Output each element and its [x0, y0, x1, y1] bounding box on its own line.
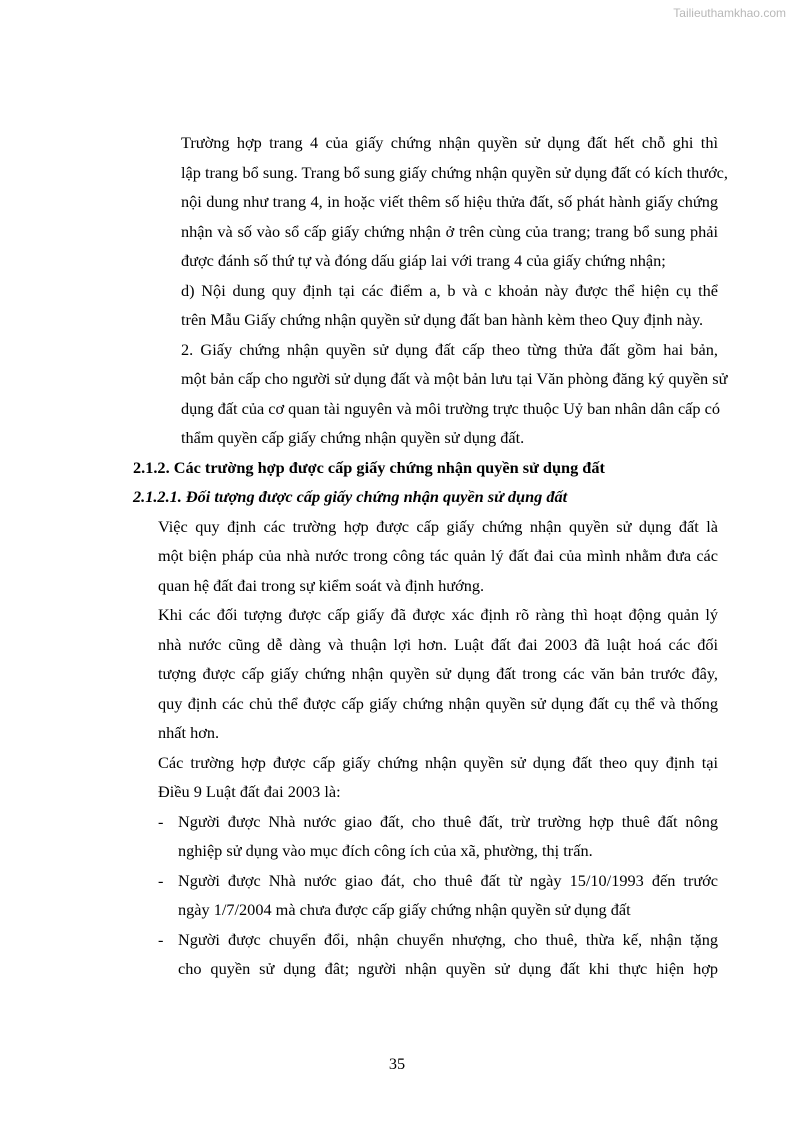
text-line: cho quyền sử dụng đât; người nhận quyền sử dụng đất khi thực hiện hợp — [178, 959, 718, 978]
bullet-dash: - — [158, 870, 164, 890]
text-line: ngày 1/7/2004 mà chưa được cấp giấy chứng nhận quyền sử dụng đất — [178, 900, 631, 919]
text-line: Người được Nhà nước giao đất, cho thuê đất, trừ trường hợp thuê đất nông — [178, 811, 718, 831]
text-line: Khi các đối tượng được cấp giấy đã được xác định rõ ràng thì hoạt động quản lý — [158, 605, 718, 624]
text-line: d) Nội dung quy định tại các điểm a, b và c khoản này được thể hiện cụ thể — [181, 280, 718, 300]
list-item — [133, 925, 718, 984]
text-line: nhà nước cũng dễ dàng và thuận lợi hơn. Luật đất đai 2003 đã luật hoá các đối — [158, 634, 718, 654]
section-heading-2-1-2: 2.1.2. Các trường hợp được cấp giấy chứng nhận quyền sử dụng đất — [133, 457, 605, 477]
text-line: Điều 9 Luật đất đai 2003 là: — [158, 782, 341, 801]
text-line: nghiệp sử dụng vào mục đích công ích của xã, phường, thị trấn. — [178, 841, 593, 860]
text-line: Trường hợp trang 4 của giấy chứng nhận quyền sử dụng đất hết chỗ ghi thì — [181, 133, 718, 152]
paragraph-land-law-2003 — [133, 600, 718, 748]
text-line: tượng được cấp giấy chứng nhận quyền sử dụng đất trong các văn bản trước đây, — [158, 664, 718, 683]
text-line: Người được Nhà nước giao đát, cho thuê đất từ ngày 15/10/1993 đến trước — [178, 870, 718, 890]
paragraph-two-copies — [133, 335, 728, 453]
text-line: trên Mẫu Giấy chứng nhận quyền sử dụng đất ban hành kèm theo Quy định này. — [181, 310, 704, 329]
text-line: dụng đất của cơ quan tài nguyên và môi trường trực thuộc Uỷ ban nhân dân cấp có — [181, 398, 720, 418]
text-line: nhận và số vào sổ cấp giấy chứng nhận ở trên cùng của trang; trang bổ sung phải — [181, 221, 718, 241]
list-item — [133, 866, 718, 925]
text-line: quan hệ đất đai trong sự kiểm soát và định hướng. — [158, 575, 485, 595]
text-line: Việc quy định các trường hợp được cấp giấy chứng nhận quyền sử dụng đất là — [158, 516, 718, 536]
page-number: 35 — [388, 1054, 406, 1073]
text-line: được đánh số thứ tự và đóng dấu giáp lai với trang 4 của giấy chứng nhận; — [181, 251, 666, 270]
paragraph-supplementary-page — [133, 128, 728, 276]
text-line: nhất hơn. — [158, 723, 220, 742]
text-line: một bản cấp cho người sử dụng đất và một bản lưu tại Văn phòng đăng ký quyền sử — [181, 369, 728, 388]
watermark-text: Tailieuthamkhao.com — [673, 6, 786, 20]
text-line: quy định các chủ thể được cấp giấy chứng nhận quyền sử dụng đất cụ thể và thống — [158, 693, 718, 713]
paragraph-article-9 — [133, 748, 718, 807]
bullet-dash: - — [158, 929, 164, 949]
text-line: thẩm quyền cấp giấy chứng nhận quyền sử dụng đất. — [181, 428, 525, 447]
paragraph-regulation-purpose — [133, 512, 718, 601]
text-line: nội dung như trang 4, in hoặc viết thêm số hiệu thửa đất, số phát hành giấy chứng — [181, 192, 718, 211]
section-heading-2-1-2-1: 2.1.2.1. Đối tượng được cấp giấy chứng nhận quyền sử dụng đất — [133, 487, 568, 506]
text-line: Người được chuyển đổi, nhận chuyển nhượng, cho thuê, thừa kế, nhận tặng — [178, 929, 718, 949]
bullet-dash: - — [158, 811, 164, 831]
paragraph-content-point-d — [133, 276, 718, 335]
document-body — [133, 128, 728, 984]
list-item — [133, 807, 718, 866]
text-line: 2. Giấy chứng nhận quyền sử dụng đất cấp theo từng thửa đất gồm hai bản, — [181, 339, 718, 359]
text-line: lập trang bổ sung. Trang bổ sung giấy chứng nhận quyền sử dụng đất có kích thước, — [181, 162, 728, 182]
text-line: Các trường hợp được cấp giấy chứng nhận quyền sử dụng đất theo quy định tại — [158, 752, 718, 772]
text-line: một biện pháp của nhà nước trong công tác quản lý đất đai của mình nhằm đưa các — [158, 546, 718, 565]
